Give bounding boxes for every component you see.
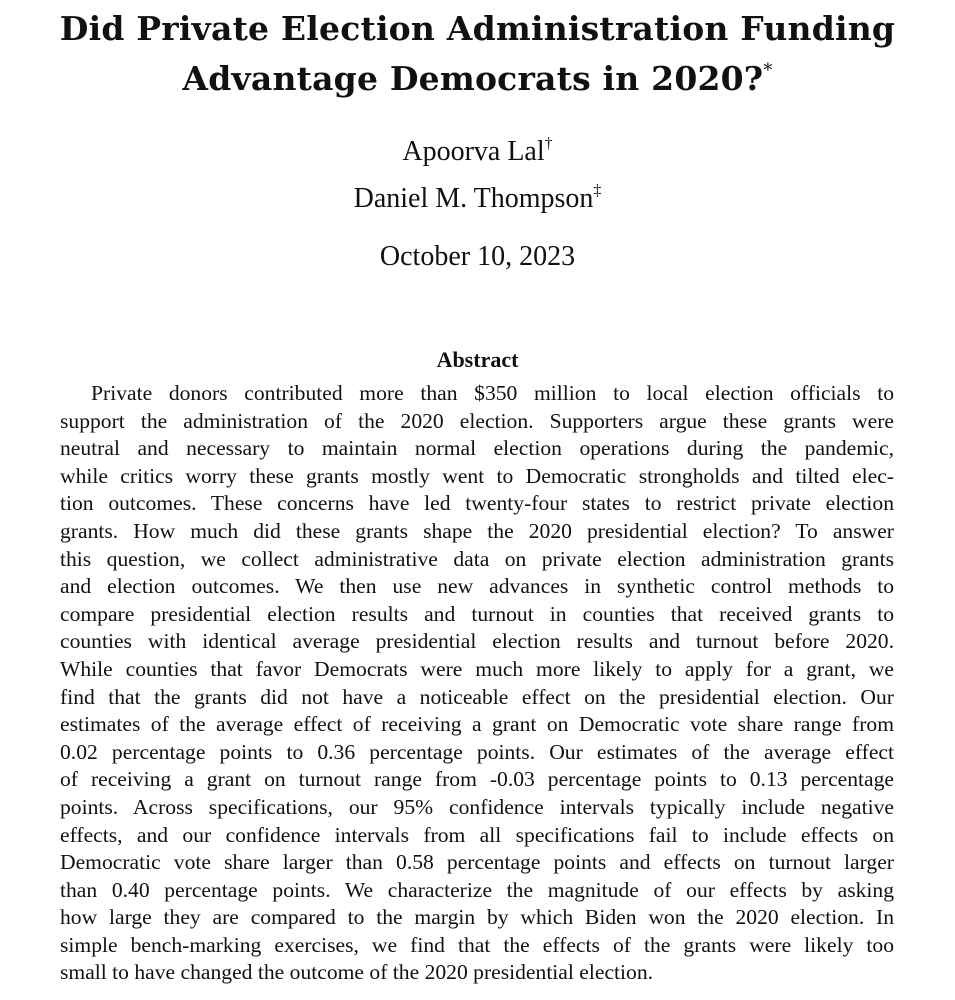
abstract-line: compare presidential election results and turnout in counties that received grants to — [60, 601, 894, 626]
abstract-line: find that the grants did not have a noticeable effect on the presidential election. Our — [60, 684, 894, 709]
abstract-line: 0.02 percentage points to 0.36 percentage points. Our estimates of the average effect — [60, 739, 894, 764]
abstract-line: tion outcomes. These concerns have led twenty-four states to restrict private election — [60, 491, 894, 516]
author-1 — [0, 136, 955, 172]
abstract-line: effects, and our confidence intervals from all specifications fail to include effects on — [60, 822, 894, 847]
abstract-line: While counties that favor Democrats were much more likely to apply for a grant, we — [60, 656, 894, 681]
abstract-body — [60, 380, 894, 987]
abstract-line: points. Across specifications, our 95% confidence intervals typically include negative — [60, 794, 894, 819]
title-footnote-mark: * — [763, 60, 773, 81]
abstract-line: support the administration of the 2020 election. Supporters argue these grants were — [60, 408, 894, 433]
author-1-name: Apoorva Lal — [402, 136, 545, 167]
abstract-heading: Abstract — [436, 347, 519, 372]
paper-title-line-2-text: Advantage Democrats in 2020? — [182, 59, 764, 98]
abstract-line: while critics worry these grants mostly went to Democratic strongholds and tilted elec- — [60, 463, 894, 488]
paper-title-line-2 — [0, 54, 955, 110]
abstract-line: counties with identical average presidential election results and turnout before 2020. — [60, 629, 894, 654]
abstract-line: simple bench-marking exercises, we find that the effects of the grants were likely too — [60, 932, 894, 957]
paper-title — [0, 4, 955, 110]
abstract-line: this question, we collect administrative data on private election administration grants — [60, 546, 894, 571]
abstract-line: Democratic vote share larger than 0.58 percentage points and effects on turnout larger — [60, 850, 894, 875]
abstract-line: Private donors contributed more than $350 million to local election officials to — [91, 381, 894, 405]
abstract-line: than 0.40 percentage points. We characterize the magnitude of our effects by asking — [60, 877, 894, 902]
abstract-line: estimates of the average effect of receiving a grant on Democratic vote share range from — [60, 712, 894, 737]
abstract-line: how large they are compared to the margin by which Biden won the 2020 election. In — [60, 905, 894, 930]
author-1-footnote-mark: † — [544, 135, 553, 152]
paper-date: October 10, 2023 — [379, 241, 576, 272]
abstract-line: and election outcomes. We then use new advances in synthetic control methods to — [60, 574, 894, 599]
paper-title-line-1: Did Private Election Administration Funding — [59, 9, 896, 48]
author-2-footnote-mark: ‡ — [593, 182, 602, 199]
author-2-name: Daniel M. Thompson — [353, 183, 594, 214]
abstract-line: of receiving a grant on turnout range from -0.03 percentage points to 0.13 percentage — [60, 767, 894, 792]
abstract-line: small to have changed the outcome of the 2020 presidential election. — [60, 960, 654, 985]
abstract-line: grants. How much did these grants shape the 2020 presidential election? To answer — [60, 518, 894, 543]
author-2 — [0, 183, 955, 219]
abstract-line: neutral and necessary to maintain normal election operations during the pandemic, — [60, 436, 894, 461]
